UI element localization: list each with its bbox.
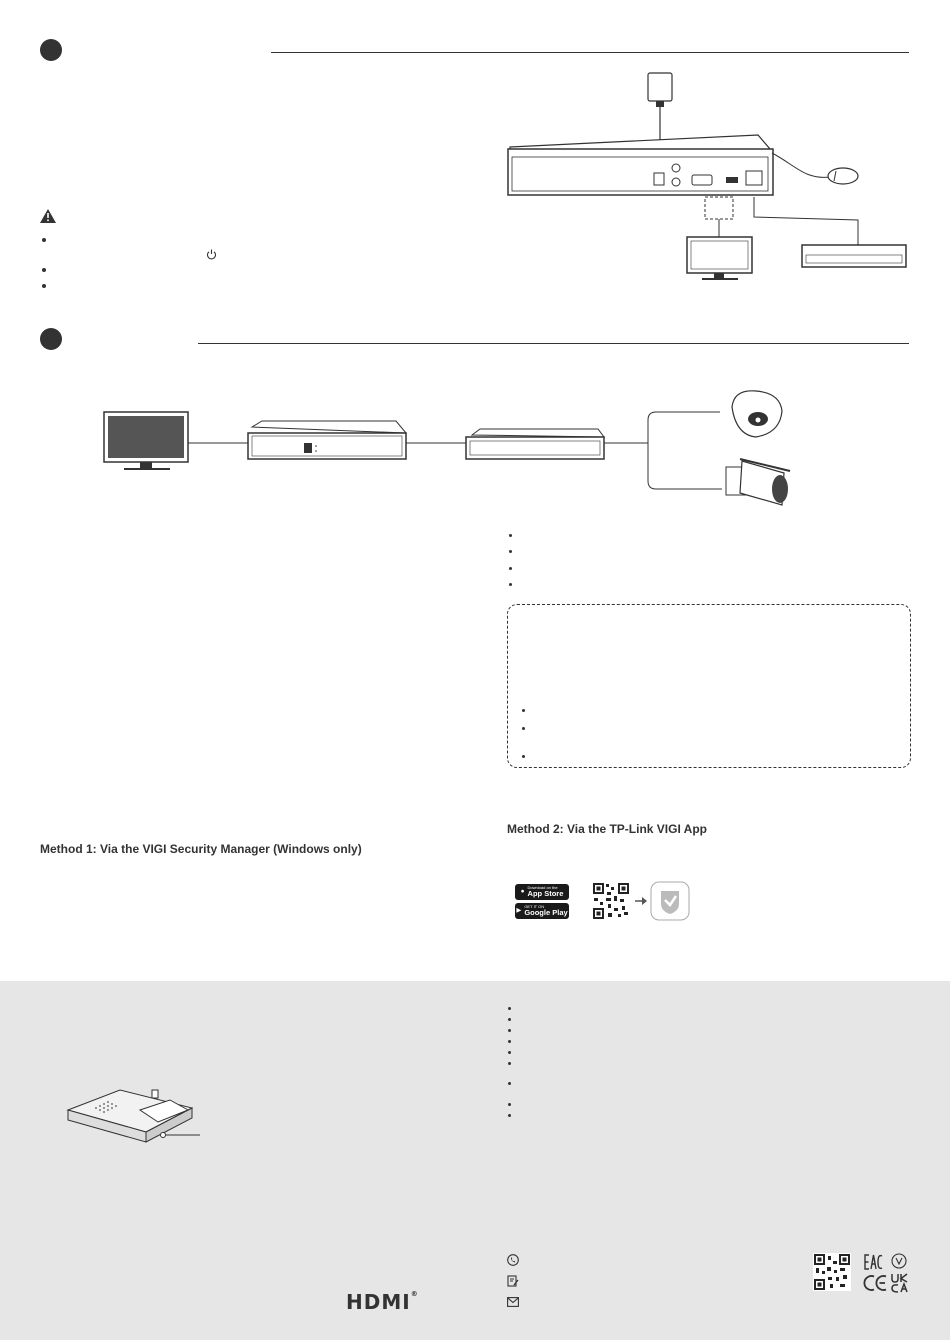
list-bullet xyxy=(508,1018,511,1021)
google-play-label: Google Play xyxy=(524,908,568,918)
recycle-mark xyxy=(891,1253,907,1269)
method-2-heading: Method 2: Via the TP-Link VIGI App xyxy=(507,822,708,836)
hdmi-logo-text: HDMI xyxy=(346,1290,411,1314)
document-edit-icon xyxy=(507,1275,519,1287)
eac-mark xyxy=(864,1253,884,1271)
vigi-app-icon xyxy=(651,882,689,920)
note-bullet xyxy=(522,709,525,712)
section-2-rule xyxy=(198,343,909,344)
app-store-badge[interactable] xyxy=(515,884,569,900)
support-qr-code xyxy=(813,1253,851,1291)
list-bullet xyxy=(508,1114,511,1117)
mouse xyxy=(828,168,858,184)
ce-mark xyxy=(864,1274,888,1292)
method-1-heading: Method 1: Via the VIGI Security Manager (Windows only) xyxy=(40,842,362,856)
warning-bullet-1 xyxy=(42,238,46,242)
note-bullet xyxy=(522,755,525,758)
monitor xyxy=(104,412,188,469)
step-2-badge xyxy=(40,328,62,350)
section-1-rule xyxy=(271,52,909,53)
app-qr-code xyxy=(592,882,630,920)
nvr-connection-diagram xyxy=(500,65,910,285)
hdd-tray-illustration xyxy=(60,1080,210,1150)
network-topology-diagram xyxy=(100,385,800,510)
bottom-info-panel xyxy=(0,981,950,1340)
list-bullet xyxy=(508,1082,511,1085)
apple-icon: ● xyxy=(520,887,525,895)
email-icon xyxy=(507,1297,519,1307)
list-bullet xyxy=(508,1062,511,1065)
network-switch xyxy=(466,429,604,459)
ukca-mark xyxy=(891,1273,909,1293)
nvr-front xyxy=(248,421,406,459)
list-bullet xyxy=(509,534,512,537)
list-bullet xyxy=(509,583,512,586)
list-bullet xyxy=(509,550,512,553)
dome-camera xyxy=(732,391,782,437)
google-play-small-label: GET IT ON xyxy=(524,904,545,910)
nvr-rear-panel xyxy=(508,135,773,195)
note-bullet xyxy=(522,727,525,730)
monitor xyxy=(687,237,752,279)
arrow-right-icon xyxy=(635,897,647,905)
step-1-badge xyxy=(40,39,62,61)
google-play-icon: ▶ xyxy=(516,906,522,914)
note-box xyxy=(507,604,911,768)
list-bullet xyxy=(508,1040,511,1043)
app-store-label: App Store xyxy=(527,889,564,899)
list-bullet xyxy=(508,1007,511,1010)
app-store-small-label: Download on the xyxy=(527,885,558,891)
google-play-badge[interactable] xyxy=(515,903,569,919)
hdmi-logo: HDMI® xyxy=(346,1290,419,1314)
power-icon xyxy=(206,249,217,260)
list-bullet xyxy=(508,1029,511,1032)
warning-triangle-icon xyxy=(40,209,56,223)
warning-bullet-2 xyxy=(42,268,46,272)
bullet-camera xyxy=(726,459,790,505)
list-bullet xyxy=(508,1051,511,1054)
phone-icon xyxy=(507,1254,519,1266)
network-switch xyxy=(802,245,906,267)
list-bullet xyxy=(509,567,512,570)
list-bullet xyxy=(508,1103,511,1106)
warning-bullet-3 xyxy=(42,284,46,288)
